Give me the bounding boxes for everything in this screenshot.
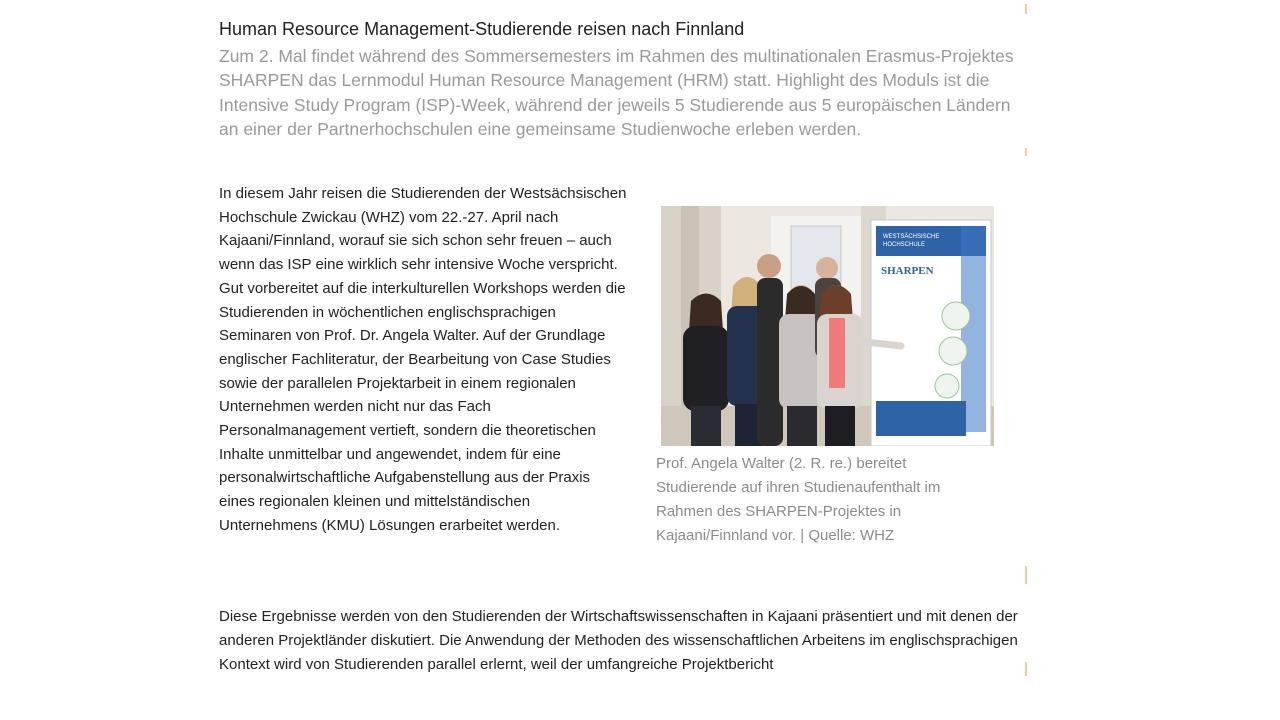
group-photo-illustration — [661, 206, 994, 446]
photo-caption: Prof. Angela Walter (2. R. re.) bereitet Studierende auf ihren Studienaufenthalt im Rahmen des SHARPEN-Projektes in Kajaani/Finnland vor. | Quelle: WHZ — [656, 455, 941, 544]
poster-title-line1: WESTSÄCHSISCHE — [883, 234, 940, 240]
article-header — [219, 14, 1019, 142]
edge-marker-mid — [1025, 148, 1027, 156]
poster-title-line2: HOCHSCHULE — [883, 242, 926, 248]
article-lead: Zum 2. Mal findet während des Sommersemesters im Rahmen des multinationalen Erasmus-Projektes SHARPEN das Lernmodul Human Resource Management (HRM) statt. Highlight des Moduls ist die Intensive Study Program (ISP)-Week, während der jeweils 5 Studierende aus 5 europäischen Ländern an einer der Partnerhochschulen eine gemeinsame Studienwoche erleben werden. — [219, 46, 1014, 140]
article-photo — [661, 206, 994, 446]
article-body: In diesem Jahr reisen die Studierenden der Westsächsischen Hochschule Zwickau (WHZ) vom 22.-27. April nach Kajaani/Finnland, worauf sie sich schon sehr freuen – auch wenn das ISP eine wirklich sehr intensive Woche verspricht. Gut vorbereitet auf die interkulturellen Workshops werden die Studierenden in wöchentlichen englischsprachigen Seminaren von Prof. Dr. Angela Walter. Auf der Grundlage englischer Fachliteratur, der Bearbeitung von Case Studies sowie der parallelen Projektarbeit in einem regionalen Unternehmen werden nicht nur das Fach Personalmanagement vertieft, sondern die theoretischen Inhalte unmittelbar und angewendet, indem für eine personalwirtschaftliche Aufgabenstellung aus der Praxis eines regionalen kleinen und mittelständischen Unternehmens (KMU) Lösungen erarbeitet werden. — [219, 185, 627, 534]
edge-marker-bottom — [1025, 662, 1027, 676]
article-title: Human Resource Management-Studierende reisen nach Finnland — [219, 19, 745, 39]
edge-marker-low — [1025, 566, 1027, 584]
edge-marker-top — [1025, 4, 1027, 14]
poster-logo: SHARPEN — [881, 265, 934, 277]
article-body-continued: Diese Ergebnisse werden von den Studierenden der Wirtschaftswissenschaften in Kajaani präsentiert und mit denen der anderen Projektländer diskutiert. Die Anwendung der Methoden des wissenschaftlichen Arbeitens im englischsprachigen Kontext wird von Studierenden parallel erlernt, weil der umfangreiche Projektbericht — [219, 608, 1018, 673]
